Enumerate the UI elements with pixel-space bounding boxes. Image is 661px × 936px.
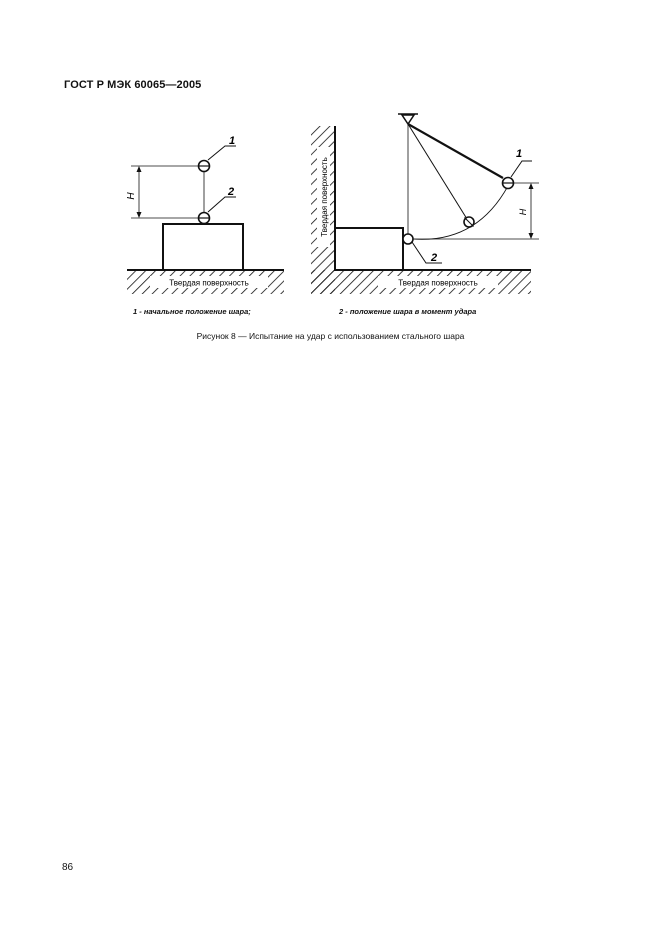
page-number: 86 <box>62 862 74 873</box>
pivot-point <box>398 114 418 124</box>
height-label-left: H <box>126 192 137 200</box>
string-mid <box>408 124 467 219</box>
leader-2-left <box>208 197 236 212</box>
height-label-right: H <box>518 208 528 216</box>
test-sample-left <box>163 224 243 270</box>
callout-1-right: 1 <box>516 148 523 160</box>
string-initial <box>408 124 503 178</box>
leader-1-left <box>208 146 236 160</box>
ball-mid-swing <box>464 217 474 227</box>
ball-impact-right <box>403 234 413 244</box>
swing-arc <box>412 186 508 239</box>
leader-1-right <box>511 161 532 177</box>
test-sample-right <box>335 228 403 270</box>
surface-label-right: Твердая поверхность <box>398 278 478 288</box>
legend-initial-position: 1 - начальное положение шара; <box>133 307 251 316</box>
ball-impact-left <box>199 213 210 224</box>
wall-label: Твердая поверхность <box>320 157 329 237</box>
ball-initial-left <box>199 161 210 172</box>
callout-2-left: 2 <box>228 186 235 198</box>
callout-2-right: 2 <box>431 252 438 264</box>
callout-1-left: 1 <box>229 135 236 147</box>
surface-label-left: Твердая поверхность <box>169 278 249 288</box>
leader-2-right <box>412 242 442 263</box>
document-header: ГОСТ Р МЭК 60065—2005 <box>64 79 202 91</box>
figure-caption: Рисунок 8 — Испытание на удар с использованием стального шара <box>196 331 465 341</box>
ball-initial-right <box>503 178 514 189</box>
drop-test-diagram <box>126 135 284 294</box>
pendulum-test-diagram <box>311 114 539 294</box>
legend-impact-position: 2 - положение шара в момент удара <box>339 307 477 316</box>
